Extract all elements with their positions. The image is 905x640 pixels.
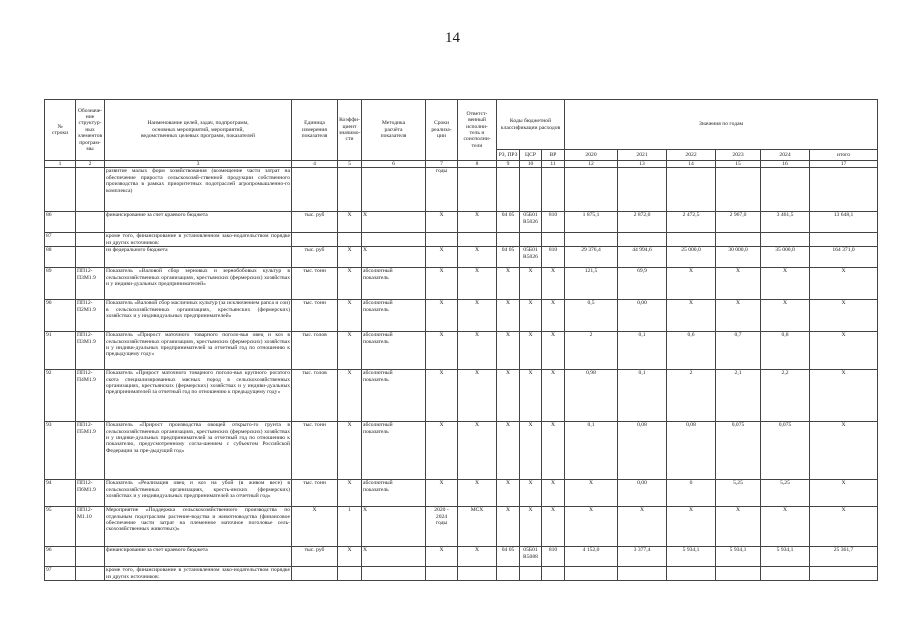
value-2023: 2,1: [716, 370, 761, 422]
unit: [292, 567, 338, 581]
column-number: 15: [716, 161, 761, 168]
value-2023: [716, 168, 761, 212]
table-row: [45, 247, 878, 268]
method: абсолютный показатель: [362, 370, 426, 422]
rz-prz-code: X: [497, 507, 520, 547]
column-number: 5: [338, 161, 362, 168]
value-total: 25 361,7: [810, 547, 878, 567]
value-2024: [761, 567, 810, 581]
value-total: X: [810, 480, 878, 507]
column-number: 2: [76, 161, 105, 168]
value-total: X: [810, 268, 878, 300]
value-2023: 30 000,0: [716, 247, 761, 268]
item-name: Показатель «Валовой сбор зерновых и зернобобовых культур в сельскохозяйственных организациях, крестьянских (фермерских) хозяйствах и у индиви-дуальных предпринимателей»: [105, 268, 292, 300]
coefficient: X: [338, 547, 362, 567]
item-name: Показатель «Реализация овец и коз на убой (в живом весе) в сельскохозяйственных организациях, кресть-янских (фермерских) хозяйствах и у индивидуальных предпринимателей за отчетный год»: [105, 480, 292, 507]
value-2020: 121,5: [565, 268, 618, 300]
value-2020: X: [565, 480, 618, 507]
value-2024: X: [761, 268, 810, 300]
csr-code: [520, 567, 542, 581]
csr-code: [520, 233, 542, 247]
rz-prz-code: 04 05: [497, 247, 520, 268]
value-2024: [761, 168, 810, 212]
method: [362, 567, 426, 581]
item-name: Показатель «Прирост маточного товарного поголо-вья овец и коз в сельскохозяйственных организациях, крестьянских (фермерских) хозяйствах и у индиви-дуальных предпринимателей за отчетный год по отношению к предыдущему году»: [105, 332, 292, 370]
item-name: Показатель «Прирост маточного товарного поголо-вья крупного рогатого скота специализированных мясных пород в сельскохозяйственных организациях, крестьянских (фермерских) хозяйствах и у индиви-дуальных предпринимателей за отчетный год по отношению к предыдущему году»: [105, 370, 292, 422]
value-2024: 0,075: [761, 422, 810, 480]
rz-prz-code: [497, 567, 520, 581]
item-name: развитие малых форм хозяйствования (возмещение части затрат на обеспечение прироста сельскохозяй-ственной продукции собственного производства в рамках приоритетных подотраслей агропромышленно-го комплекса): [105, 168, 292, 212]
table-row: [45, 507, 878, 547]
structural-code: [76, 567, 105, 581]
csr-code: X: [520, 332, 542, 370]
header-csr: ЦСР: [520, 150, 542, 161]
responsible: X: [458, 370, 497, 422]
value-2022: 0,08: [667, 422, 716, 480]
header-coefficient: Коэффи- циент значимо- сти: [338, 100, 362, 161]
responsible: МСХ: [458, 507, 497, 547]
csr-code: X: [520, 300, 542, 332]
vr-code: [542, 233, 565, 247]
column-number: 11: [542, 161, 565, 168]
value-total: X: [810, 332, 878, 370]
rz-prz-code: X: [497, 300, 520, 332]
responsible: X: [458, 480, 497, 507]
structural-code: ПП12- П3М1.9: [76, 332, 105, 370]
column-number: 9: [497, 161, 520, 168]
value-2020: 29 376,4: [565, 247, 618, 268]
responsible: [458, 233, 497, 247]
period: X: [426, 547, 458, 567]
value-2023: 5,25: [716, 480, 761, 507]
item-name: финансирование за счет краевого бюджета: [105, 212, 292, 233]
unit: тыс. руб: [292, 247, 338, 268]
value-2022: X: [667, 268, 716, 300]
period: X: [426, 422, 458, 480]
column-number: 12: [565, 161, 618, 168]
period: X: [426, 247, 458, 268]
header-vr: ВР: [542, 150, 565, 161]
csr-code: X: [520, 422, 542, 480]
table-row: [45, 300, 878, 332]
method: X: [362, 212, 426, 233]
unit: тыс. тонн: [292, 480, 338, 507]
method: X: [362, 247, 426, 268]
value-total: 13 648,1: [810, 212, 878, 233]
vr-code: X: [542, 268, 565, 300]
value-2024: X: [761, 507, 810, 547]
table-body: [45, 168, 878, 581]
header-period: Сроки реализа- ции: [426, 100, 458, 161]
value-2023: 0,075: [716, 422, 761, 480]
value-total: [810, 168, 878, 212]
header-year-2023: 2023: [716, 150, 761, 161]
method: X: [362, 507, 426, 547]
csr-code: X: [520, 268, 542, 300]
table-row: [45, 332, 878, 370]
period: годы: [426, 168, 458, 212]
vr-code: [542, 168, 565, 212]
column-number: 4: [292, 161, 338, 168]
structural-code: [76, 212, 105, 233]
header-name: Наименование целей, задач, подпрограмм, основных мероприятий, мероприятий, ведомственных целевых программ, показателей: [105, 100, 292, 161]
value-2024: [761, 233, 810, 247]
row-number: 86: [45, 212, 76, 233]
item-name: Мероприятие «Поддержка сельскохозяйственного производства по отдельным подотраслям растение-водства и животноводства (финансовое обеспечение части затрат на племенное маточное поголовье сель-скохозяйственных животных)»: [105, 507, 292, 547]
unit: тыс. руб: [292, 547, 338, 567]
table-row: [45, 233, 878, 247]
column-number: 6: [362, 161, 426, 168]
coefficient: X: [338, 300, 362, 332]
csr-code: X: [520, 507, 542, 547]
column-number: 8: [458, 161, 497, 168]
header-structural-code: Обозначе- ние структур- ных элементов програм- мы: [76, 100, 105, 161]
value-2024: 35 000,0: [761, 247, 810, 268]
value-2024: 5 934,1: [761, 547, 810, 567]
table-row: [45, 268, 878, 300]
column-number: 7: [426, 161, 458, 168]
vr-code: [542, 567, 565, 581]
value-2020: 0,1: [565, 422, 618, 480]
vr-code: 810: [542, 212, 565, 233]
unit: тыс. тонн: [292, 268, 338, 300]
row-number: 95: [45, 507, 76, 547]
rz-prz-code: [497, 168, 520, 212]
vr-code: 810: [542, 247, 565, 268]
responsible: X: [458, 547, 497, 567]
value-2022: 0: [667, 480, 716, 507]
row-number: 88: [45, 247, 76, 268]
csr-code: [520, 168, 542, 212]
item-name: Показатель «Прирост производства овощей открыто-го грунта в сельскохозяйственных организациях, крестьянских (фермерских) хозяйствах и у индиви-дуальных предпринимателей за отчетный год по отношению к показателю, предусмотренному согла-шением с субъектом Российской Федерации за пре-дыдущий год»: [105, 422, 292, 480]
header-row-number: № строки: [45, 100, 76, 161]
period: X: [426, 332, 458, 370]
responsible: X: [458, 332, 497, 370]
value-total: 164 371,0: [810, 247, 878, 268]
header-total: итого: [810, 150, 878, 161]
row-number: 90: [45, 300, 76, 332]
period: X: [426, 212, 458, 233]
structural-code: [76, 233, 105, 247]
responsible: X: [458, 212, 497, 233]
page-number: 14: [445, 30, 460, 46]
value-2023: X: [716, 268, 761, 300]
responsible: X: [458, 268, 497, 300]
coefficient: X: [338, 268, 362, 300]
vr-code: X: [542, 370, 565, 422]
value-2024: 5,25: [761, 480, 810, 507]
value-2024: 3 461,5: [761, 212, 810, 233]
table-row: [45, 480, 878, 507]
column-number: 3: [105, 161, 292, 168]
table-row: [45, 212, 878, 233]
vr-code: X: [542, 507, 565, 547]
column-numbers-row: [45, 161, 878, 168]
value-2023: X: [716, 507, 761, 547]
row-number: 93: [45, 422, 76, 480]
method: [362, 233, 426, 247]
vr-code: X: [542, 480, 565, 507]
header-unit: Единица измерения показателя: [292, 100, 338, 161]
structural-code: [76, 547, 105, 567]
responsible: [458, 567, 497, 581]
value-2021: [618, 233, 667, 247]
period: X: [426, 268, 458, 300]
column-number: 10: [520, 161, 542, 168]
value-2021: 0,00: [618, 300, 667, 332]
structural-code: [76, 247, 105, 268]
csr-code: X: [520, 370, 542, 422]
rz-prz-code: [497, 233, 520, 247]
value-2021: 0,00: [618, 480, 667, 507]
row-number: 97: [45, 567, 76, 581]
value-2023: 2 967,0: [716, 212, 761, 233]
rz-prz-code: X: [497, 332, 520, 370]
structural-code: ПП12- П6М1.9: [76, 480, 105, 507]
table-row: [45, 370, 878, 422]
value-total: X: [810, 507, 878, 547]
header-year-2024: 2024: [761, 150, 810, 161]
unit: тыс. голов: [292, 332, 338, 370]
responsible: X: [458, 247, 497, 268]
value-2022: X: [667, 300, 716, 332]
method: [362, 168, 426, 212]
rz-prz-code: 04 05: [497, 212, 520, 233]
value-2020: [565, 168, 618, 212]
method: абсолютный показатель: [362, 422, 426, 480]
vr-code: X: [542, 300, 565, 332]
value-2022: 0,6: [667, 332, 716, 370]
header-year-2021: 2021: [618, 150, 667, 161]
value-2021: 44 994,6: [618, 247, 667, 268]
coefficient: X: [338, 422, 362, 480]
header-year-2022: 2022: [667, 150, 716, 161]
period: [426, 233, 458, 247]
column-number: 16: [761, 161, 810, 168]
value-2021: 69,9: [618, 268, 667, 300]
column-number: 17: [810, 161, 878, 168]
value-2023: 5 934,1: [716, 547, 761, 567]
value-2022: 5 934,1: [667, 547, 716, 567]
value-total: X: [810, 370, 878, 422]
value-2022: 25 000,0: [667, 247, 716, 268]
value-2022: X: [667, 507, 716, 547]
table-header: [45, 100, 878, 168]
row-number: 94: [45, 480, 76, 507]
item-name: кроме того, финансирование в установленном зако-нодательством порядке из других источников:: [106, 233, 290, 246]
csr-code: 05Б01 R5026: [520, 247, 542, 268]
vr-code: X: [542, 422, 565, 480]
column-number: 1: [45, 161, 76, 168]
structural-code: ПП12- П2М1.9: [76, 300, 105, 332]
rz-prz-code: X: [497, 268, 520, 300]
value-total: X: [810, 422, 878, 480]
table-row: [45, 567, 878, 581]
value-2023: X: [716, 300, 761, 332]
header-values-by-year: Значения по годам: [565, 100, 878, 150]
coefficient: X: [338, 480, 362, 507]
value-2020: 2: [565, 332, 618, 370]
method: абсолютный показатель: [362, 480, 426, 507]
period: X: [426, 300, 458, 332]
table-row: [45, 547, 878, 567]
value-2020: X: [565, 507, 618, 547]
value-2022: [667, 168, 716, 212]
period: X: [426, 480, 458, 507]
unit: тыс. тонн: [292, 422, 338, 480]
csr-code: X: [520, 480, 542, 507]
table-row: [45, 422, 878, 480]
coefficient: [338, 567, 362, 581]
value-2021: [618, 567, 667, 581]
value-2021: 2 872,0: [618, 212, 667, 233]
column-number: 14: [667, 161, 716, 168]
value-2023: 0,7: [716, 332, 761, 370]
header-method: Методика расчёта показателя: [362, 100, 426, 161]
responsible: [458, 168, 497, 212]
value-2021: 0,1: [618, 370, 667, 422]
row-number: 87: [45, 233, 76, 247]
structural-code: ПП12- П3М1.9: [76, 268, 105, 300]
header-year-2020: 2020: [565, 150, 618, 161]
value-2023: [716, 233, 761, 247]
value-2022: 2: [667, 370, 716, 422]
rz-prz-code: X: [497, 480, 520, 507]
value-2021: [618, 168, 667, 212]
table-row: [45, 168, 878, 212]
value-2022: [667, 233, 716, 247]
coefficient: [338, 168, 362, 212]
method: абсолютный показатель: [362, 332, 426, 370]
row-number: 89: [45, 268, 76, 300]
header-rz-prz: РЗ, ПРЗ: [497, 150, 520, 161]
responsible: X: [458, 300, 497, 332]
rz-prz-code: X: [497, 422, 520, 480]
value-2023: [716, 567, 761, 581]
coefficient: X: [338, 370, 362, 422]
unit: [292, 168, 338, 212]
coefficient: X: [338, 212, 362, 233]
unit: X: [292, 507, 338, 547]
column-number: 13: [618, 161, 667, 168]
period: 2020 - 2024 годы: [426, 507, 458, 547]
value-2022: 2 472,5: [667, 212, 716, 233]
value-total: [810, 233, 878, 247]
coefficient: [338, 233, 362, 247]
coefficient: X: [338, 332, 362, 370]
value-2021: 0,08: [618, 422, 667, 480]
indicators-table: [44, 99, 878, 581]
value-2021: 0,1: [618, 332, 667, 370]
vr-code: 810: [542, 547, 565, 567]
responsible: X: [458, 422, 497, 480]
csr-code: 05Б01 R5088: [520, 547, 542, 567]
value-2021: X: [618, 507, 667, 547]
header-budget-codes: Коды бюджетной классификации расходов: [497, 100, 565, 150]
rz-prz-code: X: [497, 370, 520, 422]
row-number: 96: [45, 547, 76, 567]
row-number: 92: [45, 370, 76, 422]
unit: тыс. руб: [292, 212, 338, 233]
value-total: [810, 567, 878, 581]
value-2020: 1 875,1: [565, 212, 618, 233]
method: абсолютный показатель: [362, 268, 426, 300]
item-name: Показатель «Валовой сбор масличных культур (за исключением рапса и сои) в сельскохозяйственных организациях, крестьянских (фермерских) хозяйствах и у индивидуальных предпринимателей»: [105, 300, 292, 332]
structural-code: ПП12- П4М1.9: [76, 370, 105, 422]
unit: тыс. тонн: [292, 300, 338, 332]
structural-code: ПП12- М1.10: [76, 507, 105, 547]
item-name: финансирование за счет краевого бюджета: [105, 547, 292, 567]
structural-code: ПП12- П5М1.9: [76, 422, 105, 480]
value-2020: 0,5: [565, 300, 618, 332]
value-total: X: [810, 300, 878, 332]
period: X: [426, 370, 458, 422]
row-number: 91: [45, 332, 76, 370]
coefficient: 1: [338, 507, 362, 547]
structural-code: [76, 168, 105, 212]
method: абсолютный показатель: [362, 300, 426, 332]
method: X: [362, 547, 426, 567]
value-2022: [667, 567, 716, 581]
csr-code: 05Б01 R5026: [520, 212, 542, 233]
value-2024: X: [761, 300, 810, 332]
rz-prz-code: 04 05: [497, 547, 520, 567]
unit: тыс. голов: [292, 370, 338, 422]
vr-code: X: [542, 332, 565, 370]
period: [426, 567, 458, 581]
coefficient: X: [338, 247, 362, 268]
value-2020: [565, 233, 618, 247]
value-2021: 3 377,4: [618, 547, 667, 567]
value-2020: [565, 567, 618, 581]
item-name: кроме того, финансирование в установленном зако-нодательством порядке из других источников:: [106, 567, 290, 580]
value-2024: 0,8: [761, 332, 810, 370]
header-responsible: Ответст- венный исполни- тель и соисполни- тели: [458, 100, 497, 161]
item-name: из федерального бюджета: [105, 247, 292, 268]
unit: [292, 233, 338, 247]
value-2024: 2,2: [761, 370, 810, 422]
value-2020: 4 152,0: [565, 547, 618, 567]
value-2020: 0,98: [565, 370, 618, 422]
row-number: [45, 168, 76, 212]
